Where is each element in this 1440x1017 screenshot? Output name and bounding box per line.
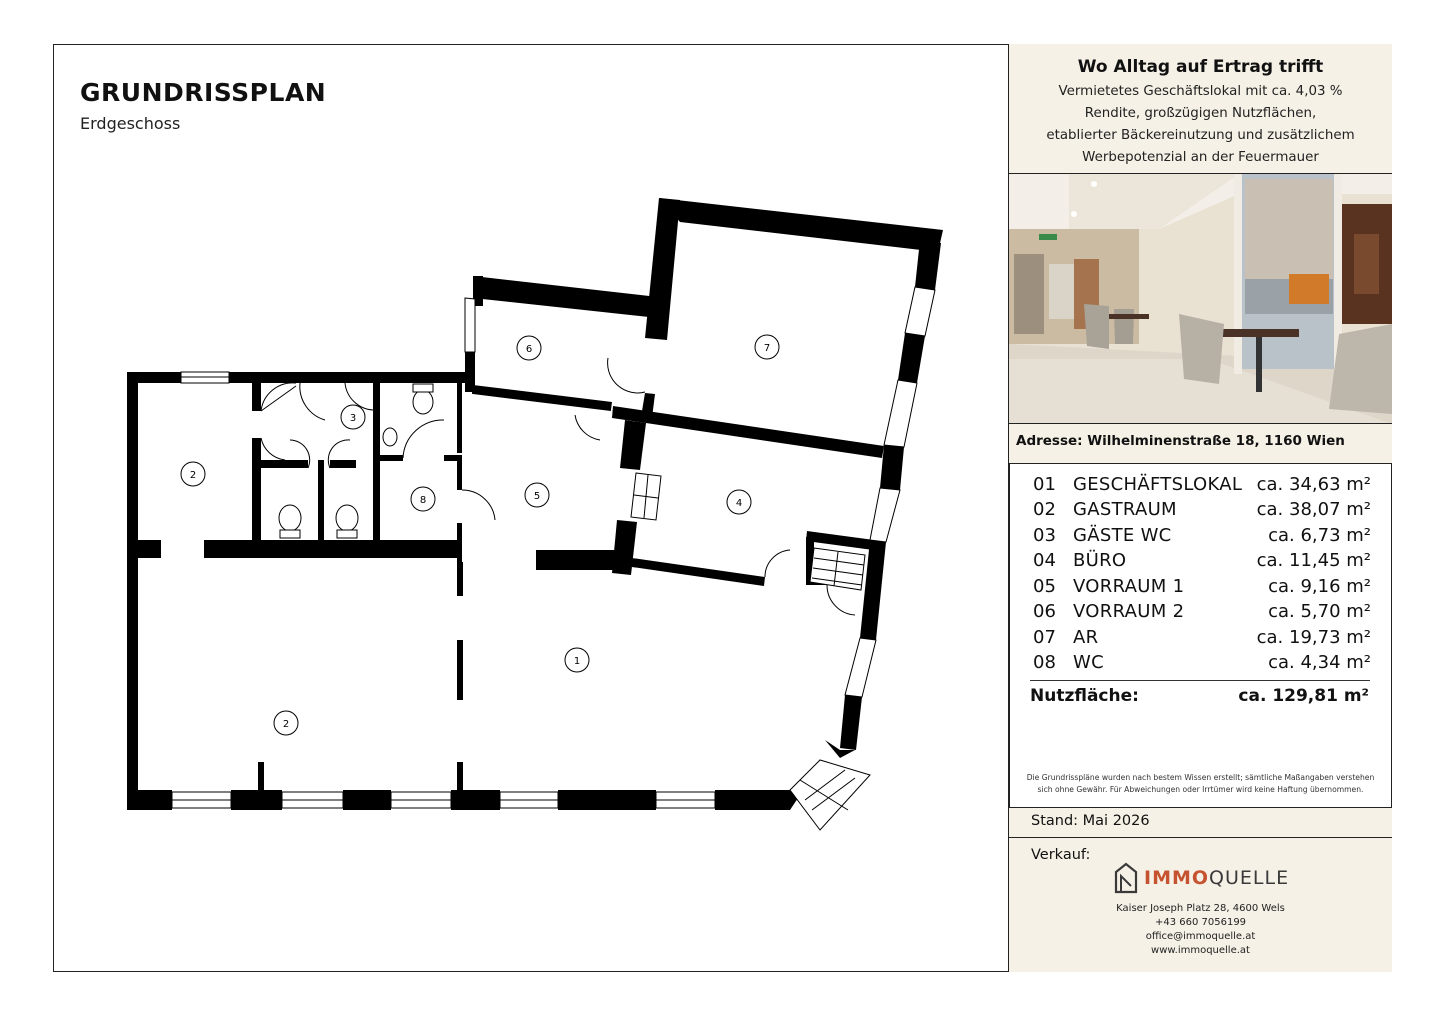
room-number: 03 bbox=[1033, 525, 1056, 546]
room-area: ca. 4,34 m² bbox=[1268, 652, 1371, 673]
room-name: GÄSTE WC bbox=[1073, 525, 1172, 546]
contact-email[interactable]: office@immoquelle.at bbox=[1145, 931, 1256, 942]
contact-address: Kaiser Joseph Platz 28, 4600 Wels bbox=[1116, 903, 1285, 914]
room-area: ca. 19,73 m² bbox=[1256, 627, 1371, 648]
room-name: VORRAUM 1 bbox=[1073, 576, 1185, 597]
room-area: ca. 38,07 m² bbox=[1256, 499, 1371, 520]
room-name: GASTRAUM bbox=[1073, 499, 1177, 520]
room-list bbox=[1009, 464, 1392, 764]
room-name: VORRAUM 2 bbox=[1073, 601, 1185, 622]
divider bbox=[1030, 680, 1370, 681]
list-item bbox=[1009, 576, 1392, 602]
room-number: 08 bbox=[1033, 652, 1056, 673]
list-item bbox=[1009, 601, 1392, 627]
total-area bbox=[1009, 686, 1392, 712]
room-area: ca. 9,16 m² bbox=[1268, 576, 1371, 597]
list-item bbox=[1009, 474, 1392, 500]
hero-line: Vermietetes Geschäftslokal mit ca. 4,03 % bbox=[1058, 84, 1343, 99]
room-number: 02 bbox=[1033, 499, 1056, 520]
list-item bbox=[1009, 627, 1392, 653]
room-name: GESCHÄFTSLOKAL bbox=[1073, 474, 1243, 495]
room-marker-4: 4 bbox=[735, 498, 743, 509]
logo-rest: QUELLE bbox=[1209, 867, 1290, 889]
room-marker-2a: 2 bbox=[189, 470, 197, 481]
room-marker-1: 1 bbox=[573, 656, 581, 667]
room-marker-8: 8 bbox=[419, 495, 427, 506]
room-area: ca. 34,63 m² bbox=[1256, 474, 1371, 495]
hero-title: Wo Alltag auf Ertrag trifft bbox=[1077, 57, 1324, 77]
disclaimer-line: sich ohne Gewähr. Für Abweichungen oder Irrtümer wird keine Haftung übernommen. bbox=[1037, 785, 1364, 794]
plan-subtitle: Erdgeschoss bbox=[80, 114, 181, 133]
room-marker-7: 7 bbox=[763, 343, 771, 354]
plan-title: GRUNDRISSPLAN bbox=[80, 78, 327, 107]
room-area: ca. 6,73 m² bbox=[1268, 525, 1371, 546]
total-value: ca. 129,81 m² bbox=[1238, 686, 1369, 706]
disclaimer bbox=[1017, 772, 1384, 796]
logo-accent: IMMO bbox=[1144, 867, 1210, 889]
room-marker-3: 3 bbox=[349, 413, 357, 424]
room-name: BÜRO bbox=[1073, 550, 1127, 571]
brand-logo bbox=[1114, 862, 1294, 896]
room-area: ca. 11,45 m² bbox=[1256, 550, 1371, 571]
contact-info bbox=[1009, 902, 1392, 958]
hero-box bbox=[1009, 44, 1392, 174]
list-item bbox=[1009, 525, 1392, 551]
room-area: ca. 5,70 m² bbox=[1268, 601, 1371, 622]
total-label: Nutzfläche: bbox=[1030, 686, 1139, 706]
room-number: 04 bbox=[1033, 550, 1056, 571]
hero-line: Werbepotenzial an der Feuermauer bbox=[1082, 150, 1319, 165]
info-panel bbox=[1009, 44, 1392, 972]
address: Adresse: Wilhelminenstraße 18, 1160 Wien bbox=[1009, 424, 1392, 464]
stand-date: Stand: Mai 2026 bbox=[1009, 807, 1392, 838]
room-name: AR bbox=[1073, 627, 1099, 648]
contact-website[interactable]: www.immoquelle.at bbox=[1151, 945, 1250, 956]
contact-phone: +43 660 7056199 bbox=[1154, 917, 1247, 928]
room-marker-6: 6 bbox=[525, 344, 533, 355]
room-number: 01 bbox=[1033, 474, 1056, 495]
list-item bbox=[1009, 499, 1392, 525]
logo-text bbox=[1144, 867, 1289, 889]
list-item bbox=[1009, 652, 1392, 678]
room-marker-2b: 2 bbox=[282, 719, 290, 730]
room-name: WC bbox=[1073, 652, 1104, 673]
sales-box bbox=[1009, 838, 1392, 972]
hero-line: etablierter Bäckereinutzung und zusätzlichem bbox=[1046, 128, 1355, 143]
disclaimer-line: Die Grundrisspläne wurden nach bestem Wissen erstellt; sämtliche Maßangaben verstehen bbox=[1026, 773, 1375, 782]
cafe-interior-photo bbox=[1009, 174, 1392, 424]
room-marker-5: 5 bbox=[533, 491, 541, 502]
list-item bbox=[1009, 550, 1392, 576]
sales-label: Verkauf: bbox=[1031, 847, 1091, 863]
house-logo-icon bbox=[1114, 862, 1138, 894]
room-number: 05 bbox=[1033, 576, 1056, 597]
room-number: 07 bbox=[1033, 627, 1056, 648]
floor-plan bbox=[53, 44, 1009, 972]
room-number: 06 bbox=[1033, 601, 1056, 622]
hero-line: Rendite, großzügigen Nutzflächen, bbox=[1084, 106, 1317, 121]
